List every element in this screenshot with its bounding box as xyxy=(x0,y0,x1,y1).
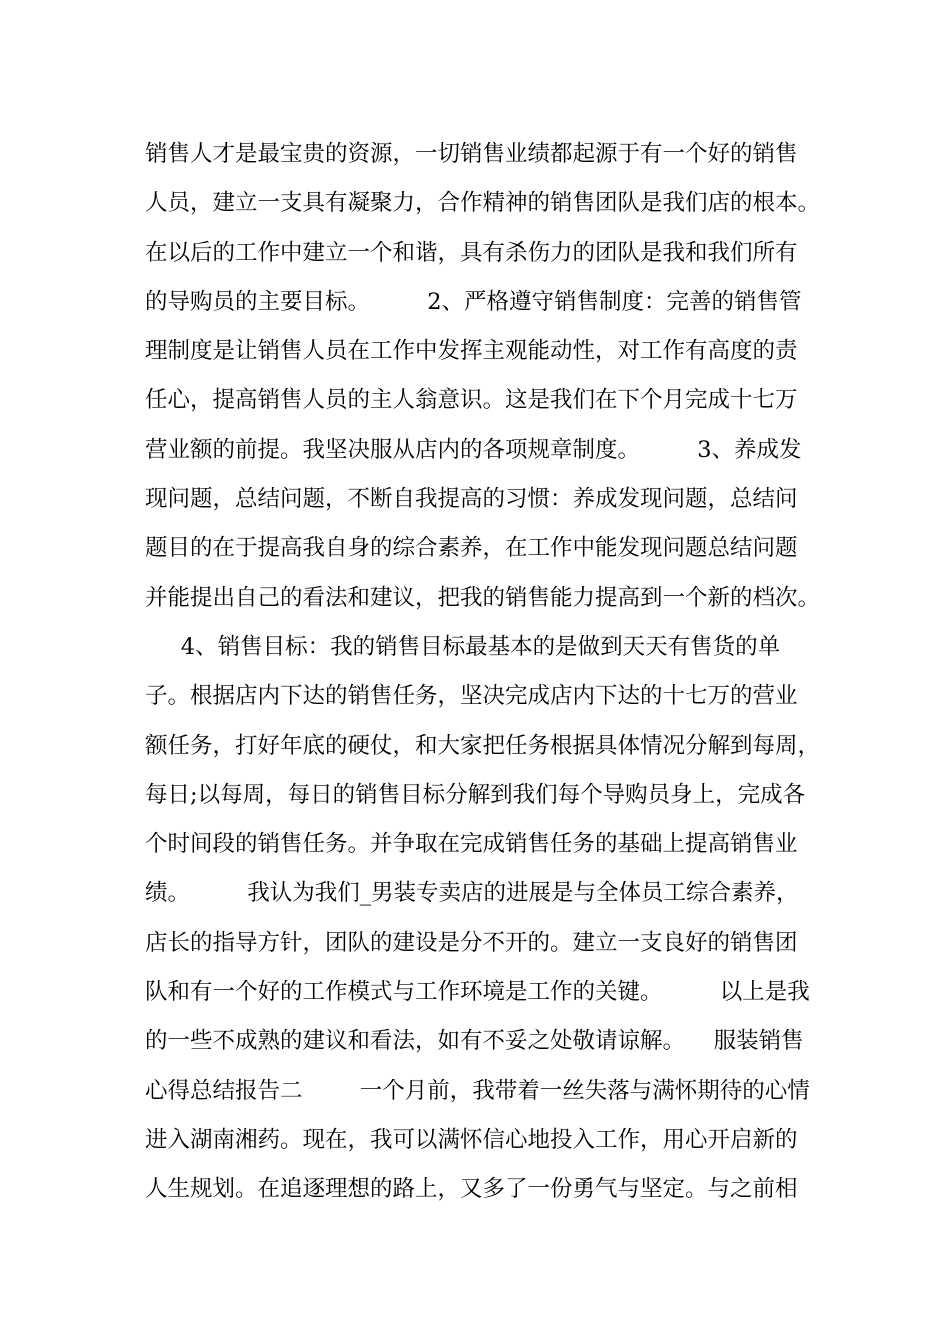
text-line: 的一些不成熟的建议和看法，如有不妥之处敬请谅解。 服装销售 xyxy=(145,1028,804,1055)
text-line: 现问题，总结问题，不断自我提高的习惯：养成发现问题，总结问 xyxy=(145,486,798,513)
text-line: 店长的指导方针，团队的建设是分不开的。建立一支良好的销售团 xyxy=(145,929,798,956)
text-line: 绩。 我认为我们_男装专卖店的进展是与全体员工综合素养， xyxy=(145,880,799,907)
text-line: 4、销售目标：我的销售目标最基本的是做到天天有售货的单 xyxy=(145,633,781,660)
text-line: 队和有一个好的工作模式与工作环境是工作的关键。 以上是我 xyxy=(145,979,810,1006)
text-line: 任心，提高销售人员的主人翁意识。这是我们在下个月完成十七万 xyxy=(145,387,798,414)
text-line: 营业额的前提。我坚决服从店内的各项规章制度。 3、养成发 xyxy=(145,436,802,463)
text-line: 额任务，打好年底的硬仗，和大家把任务根据具体情况分解到每周， xyxy=(145,732,821,759)
text-line: 个时间段的销售任务。并争取在完成销售任务的基础上提高销售业 xyxy=(145,831,798,858)
text-line: 心得总结报告二 一个月前，我带着一丝失落与满怀期待的心情 xyxy=(145,1077,810,1104)
text-line: 子。根据店内下达的销售任务，坚决完成店内下达的十七万的营业 xyxy=(145,683,798,710)
text-line: 销售人才是最宝贵的资源，一切销售业绩都起源于有一个好的销售 xyxy=(145,141,798,167)
text-line: 人生规划。在追逐理想的路上，又多了一份勇气与坚定。与之前相 xyxy=(145,1176,798,1203)
text-line: 人员，建立一支具有凝聚力，合作精神的销售团队是我们店的根本。 xyxy=(145,190,821,217)
text-line: 每日;以每周，每日的销售目标分解到我们每个导购员身上，完成各 xyxy=(145,781,806,808)
text-line: 理制度是让销售人员在工作中发挥主观能动性，对工作有高度的责 xyxy=(145,338,798,365)
text-line: 并能提出自己的看法和建议，把我的销售能力提高到一个新的档次。 xyxy=(145,584,821,611)
text-line: 在以后的工作中建立一个和谐，具有杀伤力的团队是我和我们所有 xyxy=(145,239,798,266)
text-line: 的导购员的主要目标。 2、严格遵守销售制度：完善的销售管 xyxy=(145,288,802,315)
text-line: 进入湖南湘药。现在，我可以满怀信心地投入工作，用心开启新的 xyxy=(145,1126,798,1153)
text-line: 题目的在于提高我自身的综合素养，在工作中能发现问题总结问题 xyxy=(145,535,798,562)
body-text xyxy=(145,130,825,1215)
